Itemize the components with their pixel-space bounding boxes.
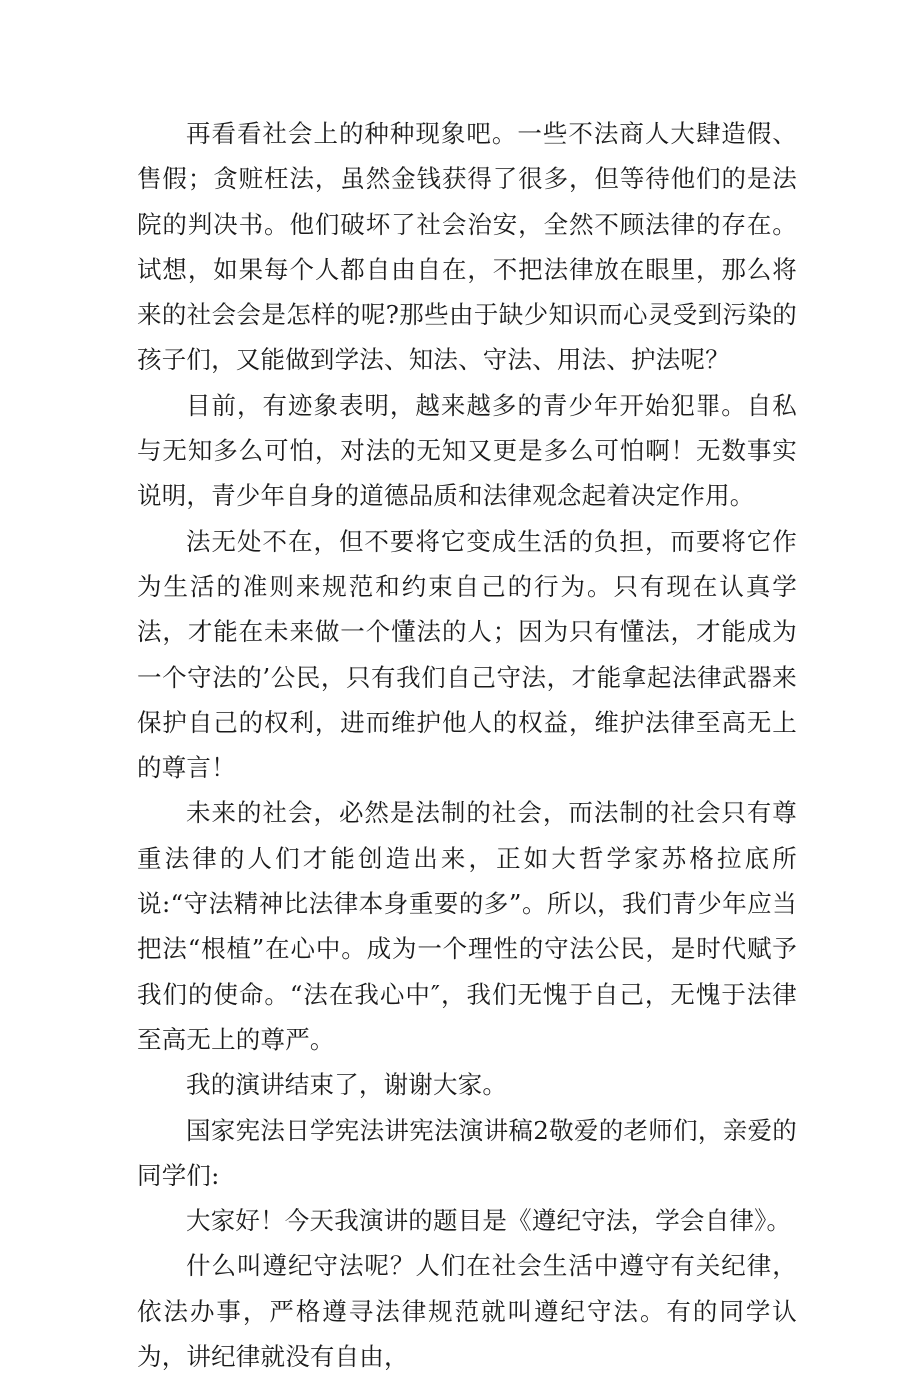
- paragraph-youth-crime: 目前，有迹象表明，越来越多的青少年开始犯罪。自私与无知多么可怕，对法的无知又更是多么可怕啊！无数事实说明，青少年自身的道德品质和法律观念起着决定作用。: [137, 390, 797, 511]
- paragraph-greeting: 大家好！今天我演讲的题目是《遵纪守法，学会自律》。: [186, 1206, 792, 1236]
- paragraph-definition: 什么叫遵纪守法呢？人们在社会生活中遵守有关纪律，依法办事，严格遵寻法律规范就叫遵纪守法。有的同学认为，讲纪律就没有自由，: [137, 1251, 797, 1372]
- paragraph-speech-2-title: 国家宪法日学宪法讲宪法演讲稿2敬爱的老师们，亲爱的同学们:: [137, 1115, 797, 1190]
- paragraph-social-phenomena: 再看看社会上的种种现象吧。一些不法商人大肆造假、售假；贪赃枉法，虽然金钱获得了很多，但等待他们的是法院的判决书。他们破坏了社会治安，全然不顾法律的存在。试想，如果每个人都自由自在，不把法律放在眼里，那么将来的社会会是怎样的呢?那些由于缺少知识而心灵受到污染的孩子们，又能做到学法、知法、守法、用法、护法呢？: [137, 119, 797, 375]
- paragraph-law-everywhere: 法无处不在，但不要将它变成生活的负担，而要将它作为生活的准则来规范和约束自己的行为。只有现在认真学法，才能在未来做一个懂法的人；因为只有懂法，才能成为一个守法的’公民，只有我们自己守法，才能拿起法律武器来保护自己的权利，进而维护他人的权益，维护法律至高无上的尊言！: [137, 526, 797, 783]
- paragraph-future-society: 未来的社会，必然是法制的社会，而法制的社会只有尊重法律的人们才能创造出来，正如大哲学家苏格拉底所说:“守法精神比法律本身重要的多”。所以，我们青少年应当把法“根植”在心中。成为一个理性的守法公民，是时代赋予我们的使命。“法在我心中″，我们无愧于自己，无愧于法律至高无上的尊严。: [137, 798, 797, 1054]
- paragraph-closing: 我的演讲结束了，谢谢大家。: [186, 1070, 508, 1100]
- document-body: [137, 111, 797, 1379]
